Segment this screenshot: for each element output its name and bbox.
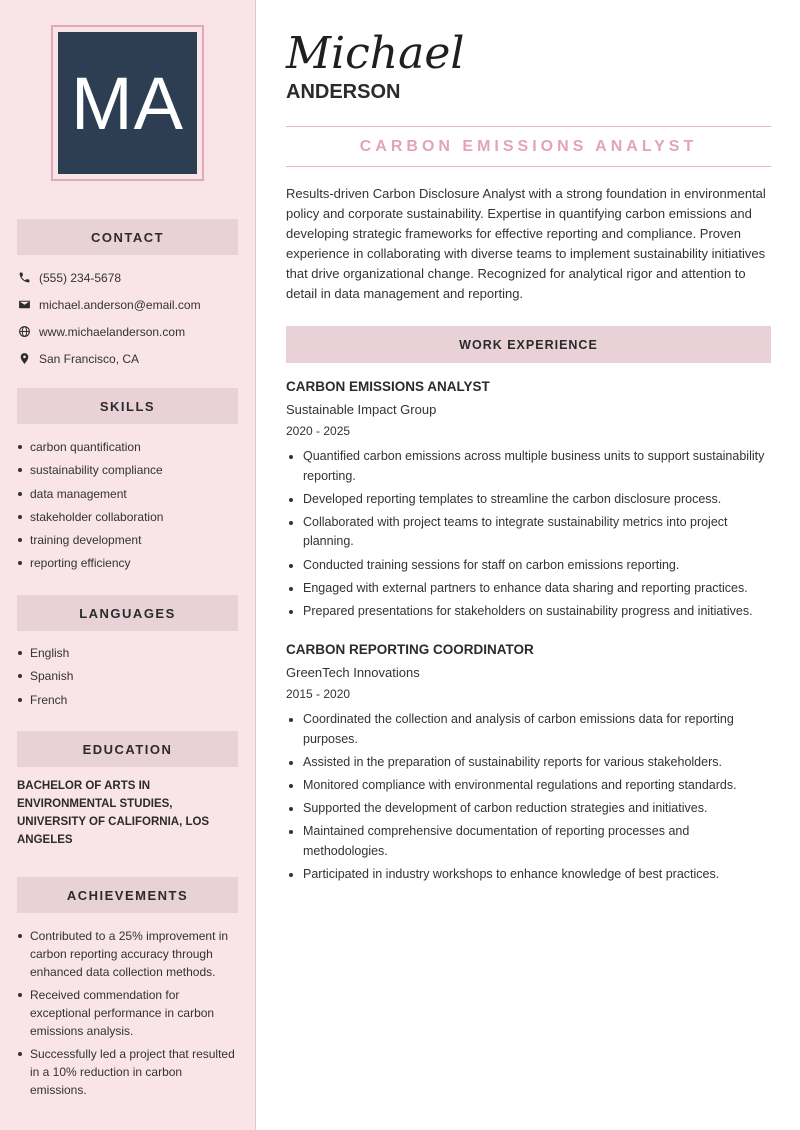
job-bullets [286, 710, 772, 884]
sidebar [0, 0, 256, 1130]
list-item: Coordinated the collection and analysis of carbon emissions data for reporting purposes. [286, 710, 772, 749]
website-text: www.michaelanderson.com [39, 324, 186, 339]
list-item: Supported the development of carbon reduction strategies and initiatives. [286, 799, 772, 819]
job-dates: 2015 - 2020 [286, 687, 351, 701]
contact-email [17, 291, 242, 318]
list-item: English [17, 646, 239, 669]
contact-website [17, 318, 242, 345]
mail-icon [17, 298, 31, 312]
contact-list [17, 264, 242, 372]
list-item: Spanish [17, 669, 239, 692]
job-title: CARBON REPORTING COORDINATOR [286, 642, 534, 657]
list-item: Contributed to a 25% improvement in carbon reporting accuracy through enhanced data collection methods. [17, 927, 237, 981]
list-item: data management [17, 487, 239, 510]
job-title-banner: CARBON EMISSIONS ANALYST [286, 126, 771, 167]
list-item: stakeholder collaboration [17, 510, 239, 533]
phone-text: (555) 234-5678 [39, 270, 122, 285]
education-heading: EDUCATION [17, 731, 238, 767]
job-dates: 2020 - 2025 [286, 424, 351, 438]
contact-heading: CONTACT [17, 219, 238, 255]
job-company: GreenTech Innovations [286, 665, 420, 680]
job-entry [286, 378, 772, 625]
professional-summary: Results-driven Carbon Disclosure Analyst with a strong foundation in environmental policy and corporate sustainability. Expertise in quantifying carbon emissions and developing strategic frameworks for effective reporting and compliance. Proven experience in collaborating with diverse teams to implement sustainability initiatives that drive organizational change. Recognized for analytical rigor and attention to detail in data management and reporting. [286, 186, 766, 301]
work-experience-heading: WORK EXPERIENCE [286, 326, 771, 363]
job-entry [286, 641, 772, 888]
monogram: MA [58, 32, 197, 174]
contact-phone [17, 264, 242, 291]
list-item: Participated in industry workshops to enhance knowledge of best practices. [286, 865, 772, 885]
list-item: Monitored compliance with environmental regulations and reporting standards. [286, 776, 772, 796]
list-item: Collaborated with project teams to integrate sustainability metrics into project planning. [286, 513, 772, 552]
list-item: Engaged with external partners to enhance data sharing and reporting practices. [286, 579, 772, 599]
last-name: ANDERSON [286, 81, 401, 103]
list-item: Developed reporting templates to streamline the carbon disclosure process. [286, 490, 772, 510]
contact-location [17, 345, 242, 372]
skills-list [17, 440, 239, 580]
education-degree: BACHELOR OF ARTS IN ENVIRONMENTAL STUDIES, UNIVERSITY OF CALIFORNIA, LOS ANGELES [17, 780, 210, 846]
list-item: Successfully led a project that resulted in a 10% reduction in carbon emissions. [17, 1045, 237, 1099]
achievements-list [17, 927, 237, 1104]
languages-list [17, 646, 239, 716]
globe-icon [17, 325, 31, 339]
email-text: michael.anderson@email.com [39, 297, 201, 312]
job-bullets [286, 447, 772, 621]
list-item: Prepared presentations for stakeholders on sustainability progress and initiatives. [286, 602, 772, 622]
first-name: Michael [286, 28, 465, 79]
phone-icon [17, 271, 31, 285]
location-text: San Francisco, CA [39, 351, 140, 366]
location-pin-icon [17, 352, 31, 366]
list-item: reporting efficiency [17, 556, 239, 579]
languages-heading: LANGUAGES [17, 595, 238, 631]
list-item: French [17, 693, 239, 716]
job-company: Sustainable Impact Group [286, 402, 437, 417]
list-item: carbon quantification [17, 440, 239, 463]
list-item: sustainability compliance [17, 463, 239, 486]
list-item: Quantified carbon emissions across multiple business units to support sustainability reporting. [286, 447, 772, 486]
list-item: Received commendation for exceptional performance in carbon emissions analysis. [17, 986, 237, 1040]
skills-heading: SKILLS [17, 388, 238, 424]
achievements-heading: ACHIEVEMENTS [17, 877, 238, 913]
job-title: CARBON EMISSIONS ANALYST [286, 379, 490, 394]
list-item: Maintained comprehensive documentation of reporting processes and methodologies. [286, 822, 772, 861]
list-item: Conducted training sessions for staff on carbon emissions reporting. [286, 556, 772, 576]
monogram-frame [51, 25, 204, 181]
list-item: training development [17, 533, 239, 556]
list-item: Assisted in the preparation of sustainability reports for various stakeholders. [286, 753, 772, 773]
